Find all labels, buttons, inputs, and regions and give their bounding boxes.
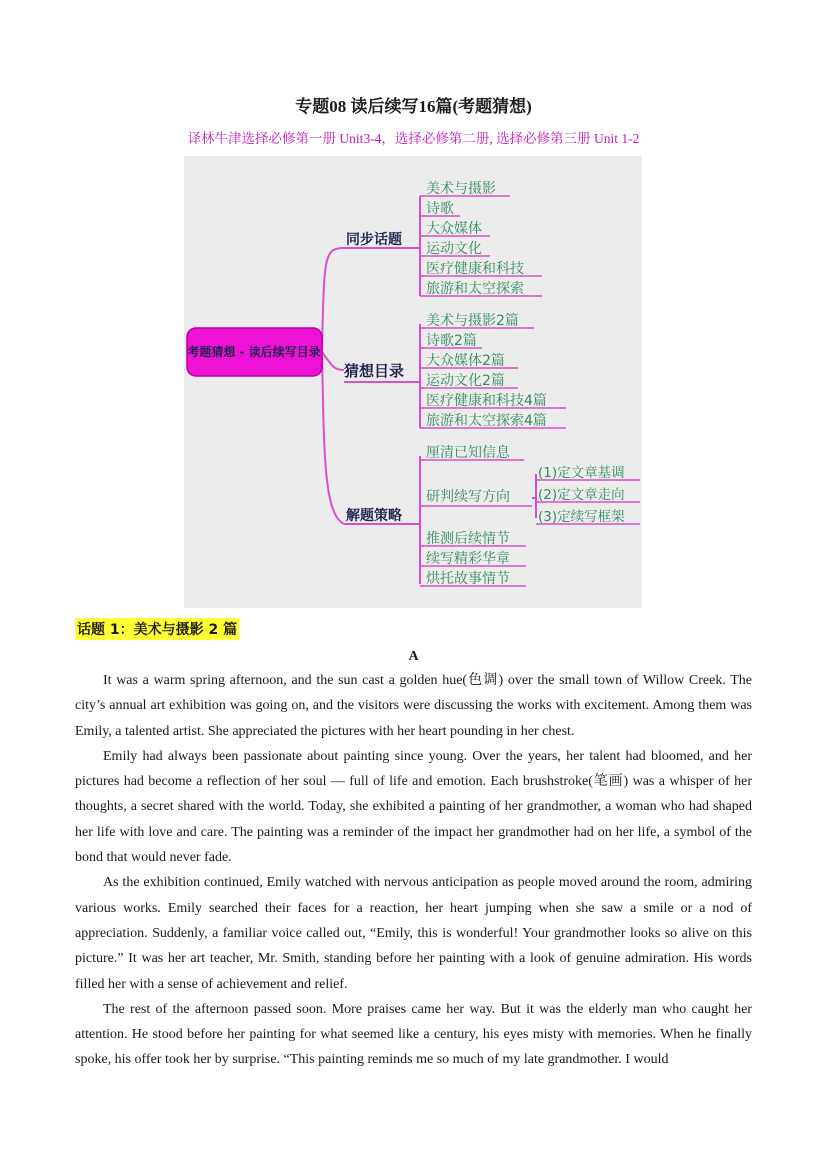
passage-paragraph: Emily had always been passionate about painting since young. Over the years, her talent had bloomed, and her pictures had become a reflection of her soul — full of life and emotion. Each brushstroke(笔画) was a whisper of her thoughts, a secret shared with the world. Today, she exhibited a painting of her grandmother, a woman who had shaped her life with love and care. The painting was a reminder of the impact her grandmother had on her life, a symbol of the bond that would never fade. [75, 748, 752, 866]
mindmap-item: 医疗健康和科技4篇 [426, 393, 547, 409]
passage-letter: A [408, 649, 419, 664]
mindmap-item: 研判续写方向 [426, 489, 510, 505]
branch-label-strategies: 解题策略 [346, 508, 402, 524]
mindmap-item: 诗歌 [426, 201, 454, 217]
mind-map [184, 156, 642, 608]
mindmap-subitem: (2)定文章走向 [538, 487, 625, 503]
topic-heading: 话题 1：美术与摄影 2 篇 [75, 618, 239, 640]
mindmap-item: 美术与摄影 [426, 181, 496, 197]
mindmap-subitem: (3)定续写框架 [538, 509, 625, 525]
passage-paragraph: It was a warm spring afternoon, and the sun cast a golden hue(色调) over the small town of Willow Creek. The city’s annual art exhibition was going on, and the visitors were discussing the works with excitement. Among them was Emily, a talented artist. She appreciated the pictures with her heart pounding in her chest. [75, 673, 752, 739]
mindmap-item: 大众媒体2篇 [426, 353, 505, 369]
mindmap-item: 美术与摄影2篇 [426, 313, 519, 329]
page-title: 专题08 读后续写16篇(考题猜想) [295, 97, 532, 116]
mindmap-item: 运动文化 [426, 241, 482, 257]
branch-label-guess-catalog: 猜想目录 [344, 362, 405, 380]
mindmap-item: 旅游和太空探索 [426, 281, 524, 297]
mindmap-item: 推测后续情节 [426, 531, 510, 547]
mindmap-item: 烘托故事情节 [426, 571, 510, 587]
mindmap-item: 医疗健康和科技 [426, 261, 524, 277]
mindmap-item: 续写精彩华章 [426, 551, 510, 567]
root-node-label: 考题猜想 - 读后续写目录 [187, 345, 321, 359]
mindmap-item: 大众媒体 [426, 221, 482, 237]
passage-body [75, 668, 752, 1073]
passage-paragraph: The rest of the afternoon passed soon. More praises came her way. But it was the elderly man who caught her attention. He stood before her painting for what seemed like a century, his eyes misty with memories. When he finally spoke, his offer took her by surprise. “This painting reminds me so much of my late grandmother. I would [75, 1001, 752, 1068]
page-subtitle: 译林牛津选择必修第一册 Unit3-4，选择必修第二册, 选择必修第三册 Unit 1-2 [187, 131, 640, 146]
mindmap-subitem: (1)定文章基调 [538, 465, 625, 481]
mindmap-item: 旅游和太空探索4篇 [426, 413, 547, 429]
mindmap-item: 运动文化2篇 [426, 373, 505, 389]
mindmap-item: 诗歌2篇 [426, 333, 477, 349]
passage-paragraph: As the exhibition continued, Emily watched with nervous anticipation as people moved around the room, admiring various works. Emily searched their faces for a reaction, her heart jumping when she saw a smile or a nod of appreciation. Suddenly, a familiar voice called out, “Emily, this is wonderful! Your grandmother looks so alive on this picture.” It was her art teacher, Mr. Smith, standing before her painting with a look of genuine admiration. His words filled her with a sense of achievement and relief. [75, 875, 752, 992]
mindmap-item: 厘清已知信息 [426, 445, 510, 461]
branch-label-sync-topics: 同步话题 [346, 232, 402, 248]
